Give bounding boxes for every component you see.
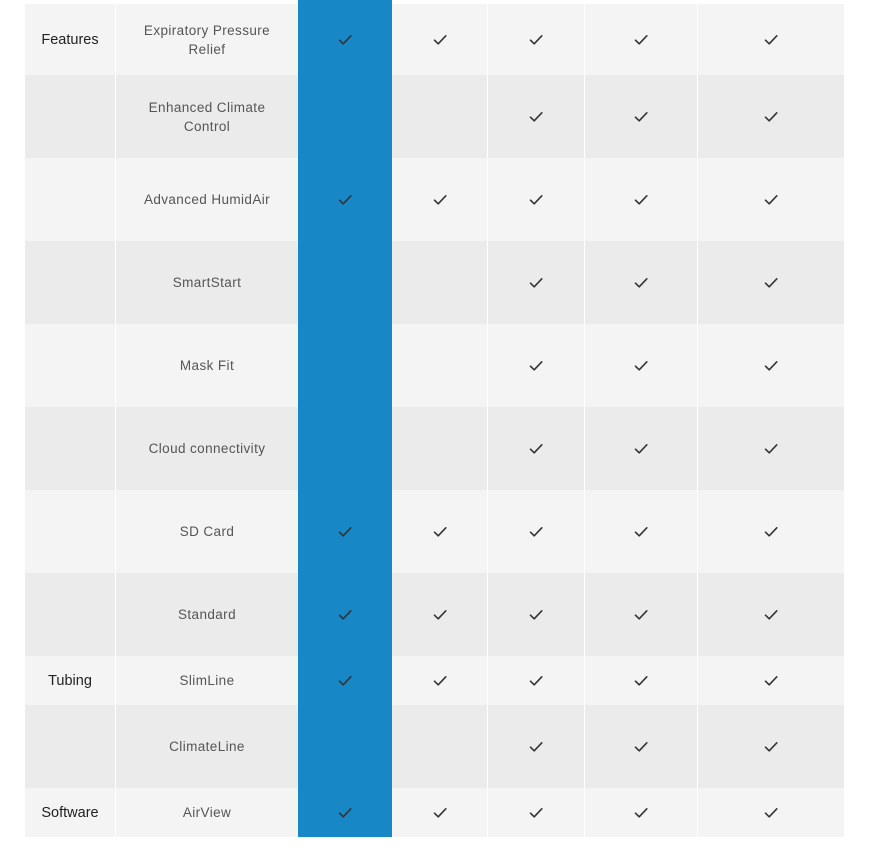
checkmark-icon xyxy=(529,277,543,289)
model-5-cell xyxy=(698,705,844,788)
row-feature: Standard xyxy=(178,607,236,622)
model-3-cell xyxy=(488,241,585,324)
checkmark-icon xyxy=(338,609,352,621)
model-1-cell xyxy=(298,324,392,407)
row-feature: SlimLine xyxy=(179,673,235,688)
model-3-cell xyxy=(488,75,585,158)
model-2-cell xyxy=(392,705,488,788)
table-row xyxy=(25,407,844,490)
model-3-cell xyxy=(488,4,585,75)
checkmark-icon xyxy=(764,111,778,123)
model-4-cell xyxy=(585,656,698,705)
model-1-cell xyxy=(298,158,392,241)
model-2-cell xyxy=(392,573,488,656)
checkmark-icon xyxy=(338,34,352,46)
checkmark-icon xyxy=(433,194,447,206)
checkmark-icon xyxy=(529,443,543,455)
checkmark-icon xyxy=(764,675,778,687)
checkmark-icon xyxy=(764,741,778,753)
checkmark-icon xyxy=(433,526,447,538)
row-category xyxy=(25,573,116,656)
row-feature: Advanced HumidAir xyxy=(143,192,271,207)
comparison-table xyxy=(25,0,844,837)
checkmark-icon xyxy=(764,360,778,372)
model-5-cell xyxy=(698,4,844,75)
checkmark-icon xyxy=(634,277,648,289)
checkmark-icon xyxy=(433,807,447,819)
model-3-cell xyxy=(488,324,585,407)
checkmark-icon xyxy=(634,194,648,206)
model-4-cell xyxy=(585,788,698,837)
checkmark-icon xyxy=(529,34,543,46)
checkmark-icon xyxy=(634,807,648,819)
checkmark-icon xyxy=(529,194,543,206)
row-category xyxy=(25,407,116,490)
checkmark-icon xyxy=(634,609,648,621)
checkmark-icon xyxy=(338,194,352,206)
checkmark-icon xyxy=(634,675,648,687)
model-4-cell xyxy=(585,158,698,241)
checkmark-icon xyxy=(338,526,352,538)
checkmark-icon xyxy=(634,741,648,753)
table-row xyxy=(25,241,844,324)
row-feature: Expiratory Pressure Relief xyxy=(143,22,271,57)
model-1-cell xyxy=(298,241,392,324)
checkmark-icon xyxy=(529,741,543,753)
checkmark-icon xyxy=(764,807,778,819)
model-1-cell xyxy=(298,75,392,158)
model-5-cell xyxy=(698,158,844,241)
model-2-cell xyxy=(392,788,488,837)
row-feature: Mask Fit xyxy=(179,358,235,373)
model-4-cell xyxy=(585,324,698,407)
model-5-cell xyxy=(698,407,844,490)
model-1-cell xyxy=(298,705,392,788)
model-1-cell xyxy=(298,573,392,656)
model-2-cell xyxy=(392,241,488,324)
checkmark-icon xyxy=(764,194,778,206)
model-1-cell xyxy=(298,490,392,573)
checkmark-icon xyxy=(433,34,447,46)
model-4-cell xyxy=(585,573,698,656)
model-5-cell xyxy=(698,573,844,656)
model-4-cell xyxy=(585,75,698,158)
checkmark-icon xyxy=(634,360,648,372)
checkmark-icon xyxy=(529,360,543,372)
checkmark-icon xyxy=(764,34,778,46)
row-feature: Enhanced Climate Control xyxy=(148,99,266,134)
table-row xyxy=(25,490,844,573)
model-3-cell xyxy=(488,788,585,837)
model-4-cell xyxy=(585,241,698,324)
checkmark-icon xyxy=(764,526,778,538)
model-3-cell xyxy=(488,656,585,705)
row-category: Software xyxy=(25,788,116,837)
model-1-cell xyxy=(298,407,392,490)
row-category xyxy=(25,324,116,407)
table-row xyxy=(25,705,844,788)
checkmark-icon xyxy=(529,526,543,538)
model-3-cell xyxy=(488,490,585,573)
model-5-cell xyxy=(698,490,844,573)
highlight-column-top xyxy=(298,0,392,4)
checkmark-icon xyxy=(338,675,352,687)
table-row xyxy=(25,75,844,158)
table-row xyxy=(25,788,844,837)
model-2-cell xyxy=(392,75,488,158)
model-1-cell xyxy=(298,788,392,837)
checkmark-icon xyxy=(764,609,778,621)
table-row xyxy=(25,573,844,656)
row-category xyxy=(25,158,116,241)
model-2-cell xyxy=(392,4,488,75)
model-5-cell xyxy=(698,656,844,705)
checkmark-icon xyxy=(433,675,447,687)
checkmark-icon xyxy=(529,609,543,621)
model-2-cell xyxy=(392,324,488,407)
model-2-cell xyxy=(392,158,488,241)
model-3-cell xyxy=(488,573,585,656)
model-3-cell xyxy=(488,407,585,490)
model-5-cell xyxy=(698,324,844,407)
checkmark-icon xyxy=(634,34,648,46)
model-4-cell xyxy=(585,4,698,75)
checkmark-icon xyxy=(529,807,543,819)
model-2-cell xyxy=(392,490,488,573)
checkmark-icon xyxy=(764,277,778,289)
model-1-cell xyxy=(298,4,392,75)
model-4-cell xyxy=(585,705,698,788)
checkmark-icon xyxy=(433,609,447,621)
checkmark-icon xyxy=(764,443,778,455)
model-1-cell xyxy=(298,656,392,705)
checkmark-icon xyxy=(338,807,352,819)
checkmark-icon xyxy=(634,526,648,538)
table-row xyxy=(25,324,844,407)
model-2-cell xyxy=(392,656,488,705)
table-row xyxy=(25,4,844,75)
row-feature: SmartStart xyxy=(172,275,242,290)
model-5-cell xyxy=(698,75,844,158)
checkmark-icon xyxy=(634,111,648,123)
row-category xyxy=(25,490,116,573)
row-feature: AirView xyxy=(182,805,232,820)
model-2-cell xyxy=(392,407,488,490)
model-3-cell xyxy=(488,158,585,241)
checkmark-icon xyxy=(529,111,543,123)
row-feature: Cloud connectivity xyxy=(148,441,266,456)
row-category xyxy=(25,75,116,158)
checkmark-icon xyxy=(634,443,648,455)
row-category xyxy=(25,705,116,788)
row-feature: SD Card xyxy=(179,524,235,539)
model-4-cell xyxy=(585,407,698,490)
model-5-cell xyxy=(698,241,844,324)
checkmark-icon xyxy=(529,675,543,687)
table-row xyxy=(25,158,844,241)
table-row xyxy=(25,656,844,705)
row-category xyxy=(25,241,116,324)
row-feature: ClimateLine xyxy=(169,739,245,754)
model-4-cell xyxy=(585,490,698,573)
model-3-cell xyxy=(488,705,585,788)
row-category: Features xyxy=(25,4,116,75)
row-category: Tubing xyxy=(25,656,116,705)
model-5-cell xyxy=(698,788,844,837)
